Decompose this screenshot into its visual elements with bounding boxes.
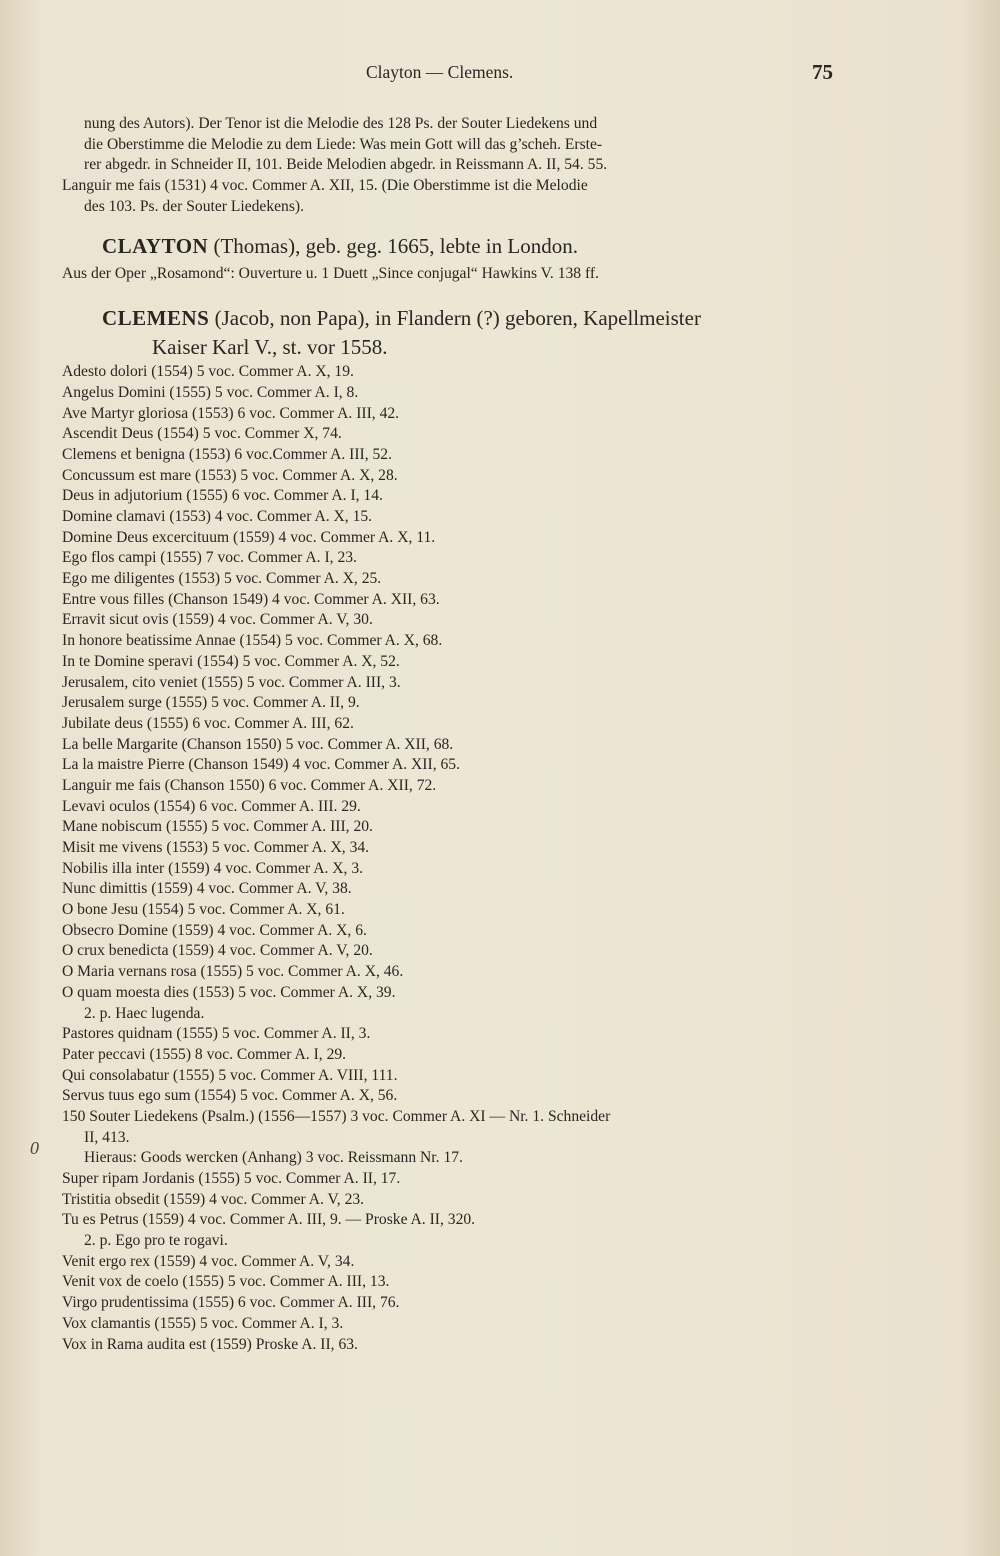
work-entry: O bone Jesu (1554) 5 voc. Commer A. X, 61.: [62, 901, 345, 919]
work-entry: Ego me diligentes (1553) 5 voc. Commer A. X, 25.: [62, 570, 382, 588]
intro-line: nung des Autors). Der Tenor ist die Melodie des 128 Ps. der Souter Liedekens und: [84, 115, 598, 132]
work-entry: Angelus Domini (1555) 5 voc. Commer A. I, 8.: [62, 383, 359, 401]
work-entry: Nunc dimittis (1559) 4 voc. Commer A. V, 38.: [62, 880, 352, 898]
entry-heading-clemens: [62, 304, 840, 362]
work-entry: Jerusalem, cito veniet (1555) 5 voc. Commer A. III, 3.: [62, 673, 401, 691]
work-entry: Mane nobiscum (1555) 5 voc. Commer A. III, 20.: [62, 818, 373, 836]
intro-line: die Oberstimme die Melodie zu dem Liede: Was mein Gott will das g’scheh. Erste-: [84, 135, 603, 153]
work-entry: Tu es Petrus (1559) 4 voc. Commer A. III, 9. — Proske A. II, 320.: [62, 1211, 476, 1229]
work-entry: Clemens et benigna (1553) 6 voc.Commer A. III, 52.: [62, 445, 392, 463]
work-entry: Jubilate deus (1555) 6 voc. Commer A. III, 62.: [62, 714, 354, 732]
work-entry: Nobilis illa inter (1559) 4 voc. Commer A. X, 3.: [62, 859, 364, 877]
page-number: 75: [812, 60, 833, 84]
work-entry: Concussum est mare (1553) 5 voc. Commer A. X, 28.: [62, 466, 398, 484]
running-head: Clayton — Clemens.: [366, 62, 514, 82]
work-entry: Hieraus: Goods wercken (Anhang) 3 voc. Reissmann Nr. 17.: [84, 1149, 463, 1167]
work-entry: Domine Deus excercituum (1559) 4 voc. Commer A. X, 11.: [62, 528, 436, 546]
work-entry: Deus in adjutorium (1555) 6 voc. Commer A. I, 14.: [62, 487, 383, 505]
entry-description: (Thomas), geb. geg. 1665, lebte in London.: [213, 233, 578, 258]
intro-line: Languir me fais (1531) 4 voc. Commer A. XII, 15. (Die Oberstimme ist die Melodie: [62, 177, 588, 195]
work-entry: La belle Margarite (Chanson 1550) 5 voc. Commer A. XII, 68.: [62, 735, 454, 753]
work-entry: 150 Souter Liedekens (Psalm.) (1556—1557) 3 voc. Commer A. XI — Nr. 1. Schneider: [62, 1107, 611, 1125]
work-entry: Adesto dolori (1554) 5 voc. Commer A. X, 19.: [62, 363, 354, 381]
work-entry: Pater peccavi (1555) 8 voc. Commer A. I, 29.: [62, 1045, 347, 1063]
works-list: [62, 362, 840, 1355]
work-entry: II, 413.: [84, 1128, 130, 1146]
clayton-works: Aus der Oper „Rosamond“: Ouverture u. 1 Duett „Since conjugal“ Hawkins V. 138 ff.: [62, 264, 600, 282]
work-entry: O crux benedicta (1559) 4 voc. Commer A. V, 20.: [62, 942, 373, 960]
work-entry: Pastores quidnam (1555) 5 voc. Commer A. II, 3.: [62, 1025, 371, 1043]
page-body: [62, 114, 840, 1355]
work-entry: 2. p. Ego pro te rogavi.: [84, 1232, 228, 1250]
work-entry: Qui consolabatur (1555) 5 voc. Commer A. VIII, 111.: [62, 1066, 398, 1084]
entry-description: (Jacob, non Papa), in Flandern (?) geboren, Kapellmeister: [214, 306, 701, 331]
intro-line: rer abgedr. in Schneider II, 101. Beide Melodien abgedr. in Reissmann A. II, 54. 55.: [84, 156, 608, 174]
work-entry: La la maistre Pierre (Chanson 1549) 4 voc. Commer A. XII, 65.: [62, 756, 460, 774]
work-entry: 2. p. Haec lugenda.: [84, 1004, 205, 1022]
work-entry: Ego flos campi (1555) 7 voc. Commer A. I, 23.: [62, 549, 357, 567]
margin-annotation: 0: [30, 1138, 39, 1158]
work-entry: Super ripam Jordanis (1555) 5 voc. Commer A. II, 17.: [62, 1170, 401, 1188]
work-entry: Virgo prudentissima (1555) 6 voc. Commer A. III, 76.: [62, 1294, 400, 1312]
work-entry: Languir me fais (Chanson 1550) 6 voc. Commer A. XII, 72.: [62, 776, 437, 794]
work-entry: O quam moesta dies (1553) 5 voc. Commer A. X, 39.: [62, 983, 396, 1001]
work-entry: Vox clamantis (1555) 5 voc. Commer A. I, 3.: [62, 1314, 344, 1332]
work-entry: Vox in Rama audita est (1559) Proske A. II, 63.: [62, 1335, 358, 1353]
work-entry: Levavi oculos (1554) 6 voc. Commer A. III. 29.: [62, 797, 361, 815]
entry-description-continued: Kaiser Karl V., st. vor 1558.: [152, 335, 388, 360]
page-header: [0, 62, 1000, 86]
work-entry: Venit vox de coelo (1555) 5 voc. Commer A. III, 13.: [62, 1273, 390, 1291]
entry-name: CLAYTON: [102, 233, 209, 258]
work-entry: Misit me vivens (1553) 5 voc. Commer A. X, 34.: [62, 839, 370, 857]
entry-name: CLEMENS: [102, 306, 210, 331]
work-entry: Jerusalem surge (1555) 5 voc. Commer A. II, 9.: [62, 694, 360, 712]
work-entry: Obsecro Domine (1559) 4 voc. Commer A. X, 6.: [62, 921, 367, 939]
work-entry: Ave Martyr gloriosa (1553) 6 voc. Commer A. III, 42.: [62, 404, 400, 422]
work-entry: In te Domine speravi (1554) 5 voc. Commer A. X, 52.: [62, 652, 400, 670]
work-entry: Tristitia obsedit (1559) 4 voc. Commer A. V, 23.: [62, 1190, 365, 1208]
work-entry: Erravit sicut ovis (1559) 4 voc. Commer A. V, 30.: [62, 611, 373, 629]
work-entry: Domine clamavi (1553) 4 voc. Commer A. X, 15.: [62, 508, 373, 526]
work-entry: Venit ergo rex (1559) 4 voc. Commer A. V, 34.: [62, 1252, 355, 1270]
work-entry: Entre vous filles (Chanson 1549) 4 voc. Commer A. XII, 63.: [62, 590, 440, 608]
work-entry: Servus tuus ego sum (1554) 5 voc. Commer A. X, 56.: [62, 1087, 398, 1105]
work-entry: O Maria vernans rosa (1555) 5 voc. Commer A. X, 46.: [62, 963, 404, 981]
work-entry: In honore beatissime Annae (1554) 5 voc. Commer A. X, 68.: [62, 632, 443, 650]
intro-line: des 103. Ps. der Souter Liedekens).: [84, 197, 305, 215]
entry-heading-clayton: [62, 232, 840, 261]
work-entry: Ascendit Deus (1554) 5 voc. Commer X, 74.: [62, 425, 342, 443]
intro-paragraph: [62, 114, 840, 218]
